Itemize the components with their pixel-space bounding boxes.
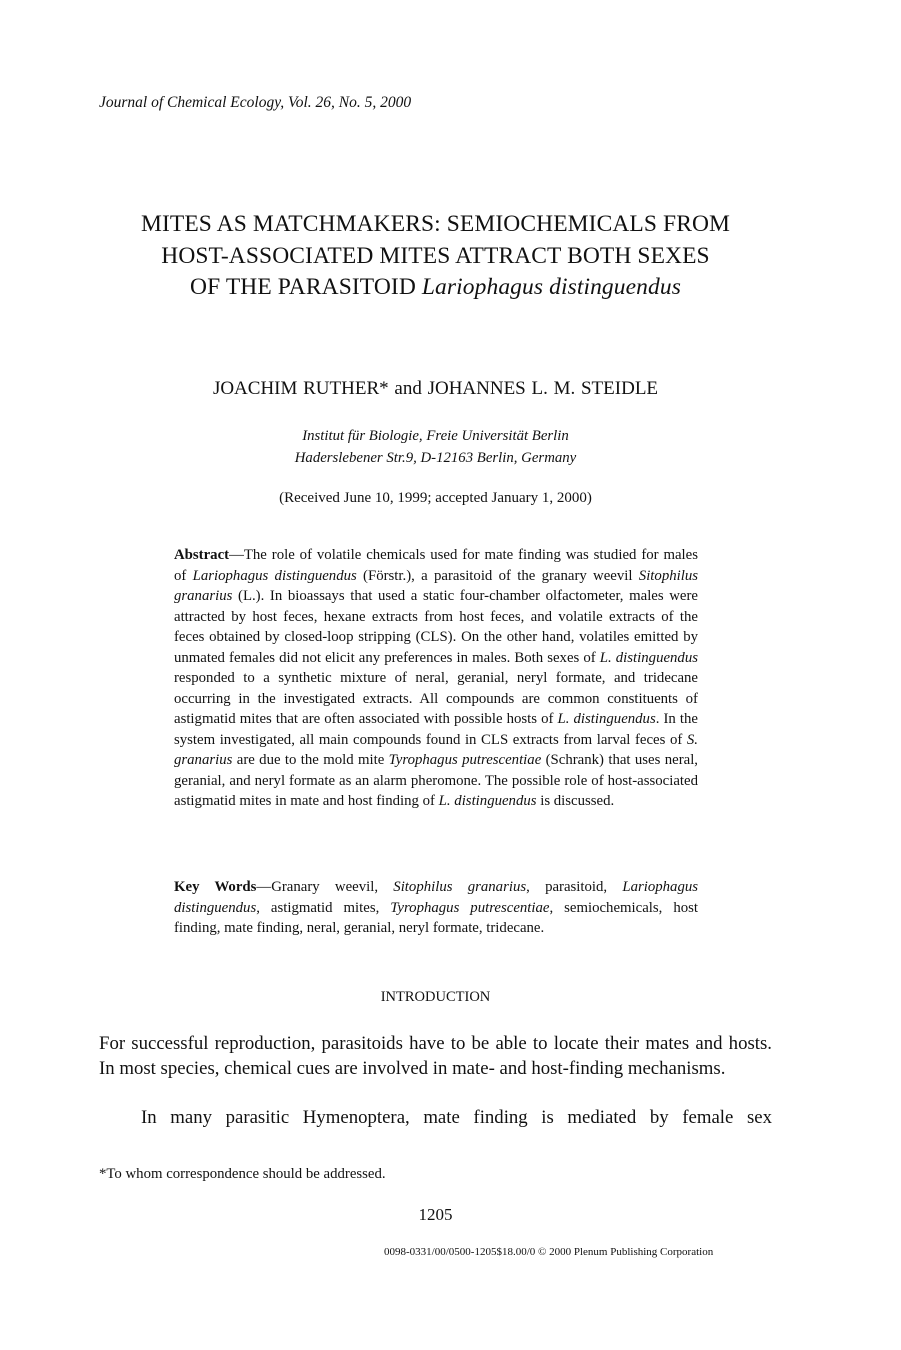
keywords-label: Key Words: [174, 879, 257, 895]
italic-term: S. granarius: [174, 731, 698, 768]
article-title: [70, 209, 801, 304]
italic-term: L. distinguendus: [599, 649, 698, 666]
authors: JOACHIM RUTHER* and JOHANNES L. M. STEIDLE: [212, 378, 659, 399]
text-run: is discussed.: [536, 793, 615, 809]
section-heading: INTRODUCTION: [380, 989, 491, 1005]
text-run: , semiochemicals, host finding, mate finding, neral, geranial, neryl formate, tridecane.: [174, 899, 698, 936]
text-run: (Förstr.), a parasitoid of the granary weevil: [356, 567, 639, 584]
text-run: —Granary weevil,: [256, 879, 394, 895]
abstract-text: [174, 547, 698, 809]
italic-term: Sitophilus granarius: [174, 567, 698, 604]
italic-term: Sitophilus granarius: [393, 879, 527, 895]
text-run: , parasitoid,: [526, 879, 623, 895]
italic-term: Lariophagus distinguendus: [174, 879, 699, 916]
affiliation: [70, 426, 801, 469]
text-run: are due to the mold mite: [232, 752, 389, 768]
page-number: 1205: [418, 1205, 453, 1224]
copyright-line: 0098-0331/00/0500-1205$18.00/0 © 2000 Plenum Publishing Corporation: [384, 1246, 714, 1258]
abstract-label: Abstract: [174, 547, 230, 563]
title-line-1: MITES AS MATCHMAKERS: SEMIOCHEMICALS FROM: [140, 211, 731, 237]
text-run: . In the system investigated, all main compounds found in CLS extracts from larval feces of: [174, 711, 698, 748]
text-run: (Schrank) that uses neral, geranial, and neryl formate as an alarm pheromone. The possible role of host-associated astigmatid mites in mate and host finding of: [174, 752, 699, 809]
body-paragraph-2: In many parasitic Hymenoptera, mate finding is mediated by female sex: [141, 1107, 772, 1128]
text-run: —The role of volatile chemicals used for mate finding was studied for males of: [174, 547, 698, 584]
title-line-3-prefix: OF THE PARASITOID: [190, 274, 416, 300]
text-run: (L.). In bioassays that used a static four-chamber olfactometer, males were attracted by host feces, hexane extracts from host feces, and volatile extracts of the feces obtained by closed-loop stripping (CLS). On the other hand, volatiles emitted by unmated females did not elicit any preferences in males. Both sexes of: [174, 588, 698, 666]
italic-term: Lariophagus distinguendus: [192, 567, 357, 584]
affiliation-line-2: Haderslebener Str.9, D-12163 Berlin, Germany: [294, 449, 577, 466]
footnote: *To whom correspondence should be addressed.: [99, 1166, 386, 1182]
italic-term: Tyrophagus putrescentiae: [388, 752, 542, 768]
title-species: Lariophagus distinguendus: [421, 274, 681, 300]
received-dates: (Received June 10, 1999; accepted January 1, 2000): [279, 490, 592, 506]
body-paragraph-1: For successful reproduction, parasitoids have to be able to locate their mates and hosts. In most species, chemical cues are involved in mate- and host-finding mechanisms.: [99, 1033, 772, 1079]
text-run: responded to a synthetic mixture of neral, geranial, neryl formate, and tridecane occurring in the investigated extracts. All compounds are common constituents of astigmatid mites that are often associated with possible hosts of: [174, 670, 698, 727]
journal-header: Journal of Chemical Ecology, Vol. 26, No. 5, 2000: [99, 94, 412, 111]
title-line-2: HOST-ASSOCIATED MITES ATTRACT BOTH SEXES: [161, 242, 710, 269]
keywords: [174, 877, 698, 939]
text-run: , astigmatid mites,: [256, 899, 391, 916]
italic-term: L. distinguendus: [557, 711, 656, 727]
affiliation-line-1: Institut für Biologie, Freie Universität Berlin: [302, 428, 569, 444]
italic-term: Tyrophagus putrescentiae: [390, 899, 550, 916]
italic-term: L. distinguendus: [438, 793, 537, 809]
abstract: [174, 545, 698, 812]
title-line-3: [70, 272, 801, 304]
